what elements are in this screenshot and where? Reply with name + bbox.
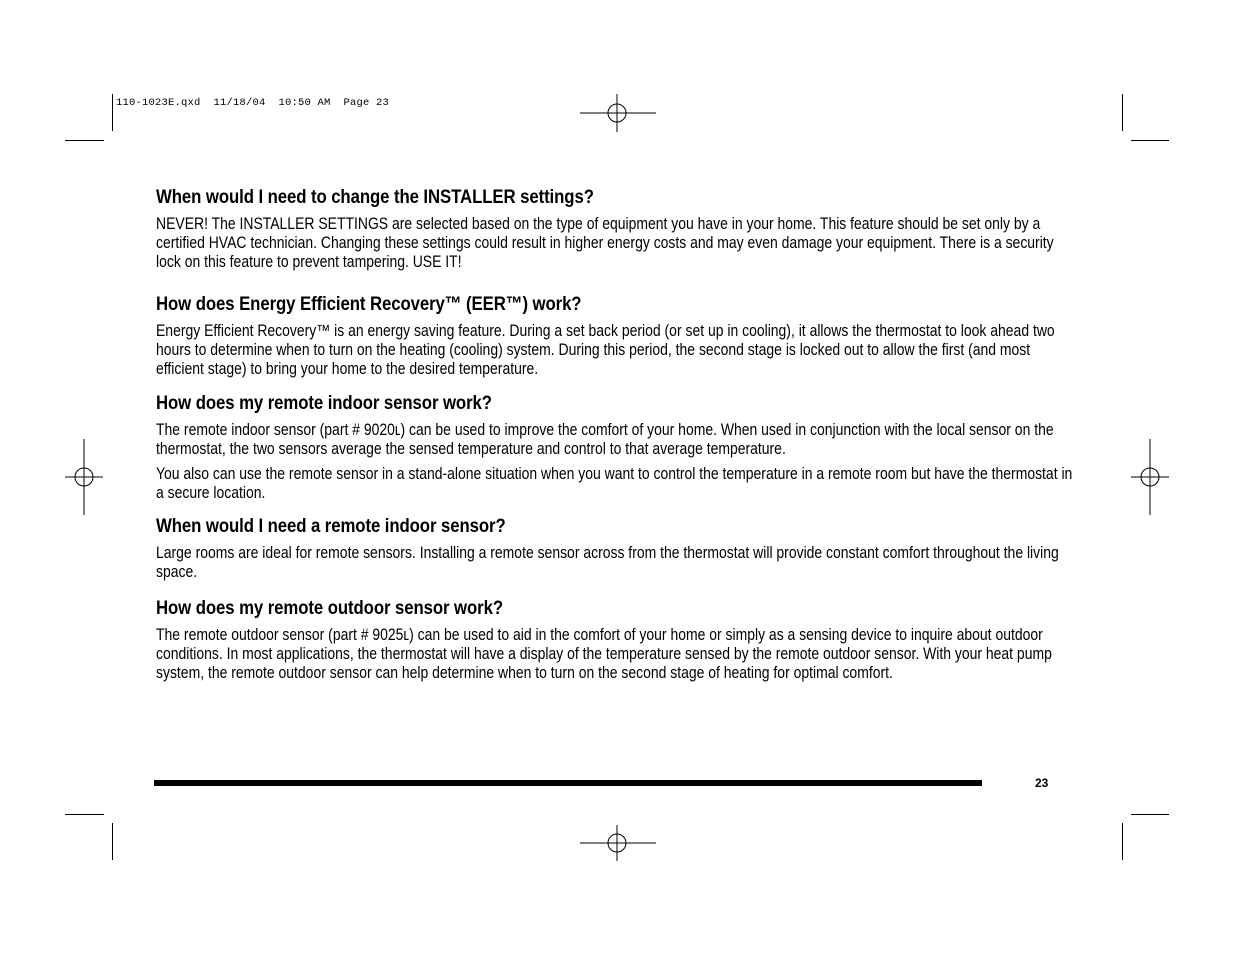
faq-section [156,293,1226,379]
crop-mark [65,814,104,815]
section-paragraph: The remote indoor sensor (part # 9020ʟ) can be used to improve the comfort of your home. When used in conjunction with the local sensor on the thermostat, the two sensors average the sensed temperature and control to that average temperature. [156,421,1054,458]
section-heading: When would I need to change the INSTALLER settings? [156,186,594,208]
section-paragraph: Energy Efficient Recovery™ is an energy saving feature. During a set back period (or set up in cooling), it allows the thermostat to look ahead two hours to determine when to turn on the heating (cooling) system. During this period, the second stage is locked out to allow the first (and most efficient stage) to bring your home to the desired temperature. [156,322,1055,378]
crop-mark [112,94,113,131]
section-paragraph: Large rooms are ideal for remote sensors. Installing a remote sensor across from the thermostat will provide constant comfort throughout the living space. [156,544,1059,581]
registration-mark-left [65,439,103,515]
faq-section [156,515,1226,582]
footer-rule [154,780,982,786]
page-number: 23 [1035,776,1049,790]
crop-mark [1131,814,1169,815]
faq-section [156,186,1226,272]
registration-mark-bottom [580,825,656,865]
crop-mark [65,140,104,141]
crop-mark [1122,94,1123,131]
section-heading: How does my remote indoor sensor work? [156,392,492,414]
faq-section [156,392,1226,503]
crop-mark [112,823,113,860]
section-paragraph: The remote outdoor sensor (part # 9025ʟ) can be used to aid in the comfort of your home or simply as a sensing device to inquire about outdoor conditions. In most applications, the thermostat will have a display of the temperature sensed by the remote outdoor sensor. With your heat pump system, the remote outdoor sensor can help determine when to turn on the second stage of heating for optimal comfort. [156,626,1052,682]
crop-mark [1122,823,1123,860]
section-paragraph: NEVER! The INSTALLER SETTINGS are selected based on the type of equipment you have in your home. This feature should be set only by a certified HVAC technician. Changing these settings could result in higher energy costs and may even damage your equipment. There is a security lock on this feature to prevent tampering. USE IT! [156,215,1054,271]
crop-mark [1131,140,1169,141]
print-slug-line: 110-1023E.qxd 11/18/04 10:50 AM Page 23 [116,97,390,109]
section-paragraph: You also can use the remote sensor in a stand-alone situation when you want to control the temperature in a remote room but have the thermostat in a secure location. [156,465,1073,502]
section-heading: How does Energy Efficient Recovery™ (EER™) work? [156,293,582,315]
registration-mark-top [580,94,656,134]
faq-section [156,597,1226,683]
section-heading: When would I need a remote indoor sensor? [156,515,506,537]
section-heading: How does my remote outdoor sensor work? [156,597,504,619]
